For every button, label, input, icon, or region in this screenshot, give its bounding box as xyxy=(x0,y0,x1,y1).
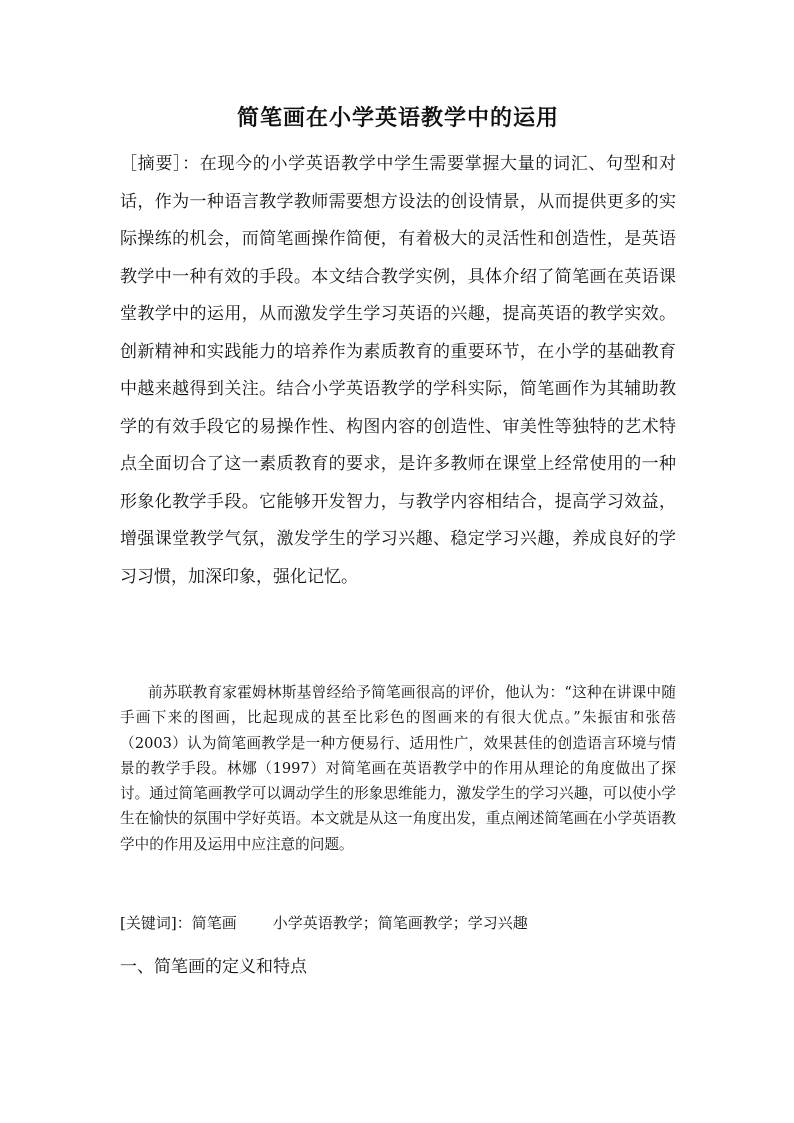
document-title: 简笔画在小学英语教学中的运用 xyxy=(236,105,559,131)
keywords-list: 小学英语教学；简笔画教学；学习兴趣 xyxy=(272,914,528,932)
body-paragraph: 前苏联教育家霍姆林斯基曾经给予简笔画很高的评价，他认为：“这种在讲课中随手画下来的图画，比起现成的甚至比彩色的图画来的有很大优点。”朱振宙和张蓓（2003）认为简笔画教学是一种方便易行、适用性广，效果甚佳的创造语言环境与情景的教学手段。林娜（1997）对简笔画在英语教学中的作用从理论的角度做出了探讨。通过简笔画教学可以调动学生的形象思维能力，激发学生的学习兴趣，可以使小学生在愉快的氛围中学好英语。本文就是从这一角度出发，重点阐述简笔画在小学英语教学中的作用及运用中应注意的问题。 xyxy=(120,684,676,853)
section-heading: 一、简笔画的定义和特点 xyxy=(120,957,307,977)
keywords-label: [关键词]：简笔画 xyxy=(120,914,237,932)
keywords-line xyxy=(120,910,676,936)
abstract-paragraph: ［摘要］：在现今的小学英语教学中学生需要掌握大量的词汇、句型和对话，作为一种语言教学教师需要想方设法的创设情景，从而提供更多的实际操练的机会，而简笔画操作简便，有着极大的灵活性和创造性，是英语教学中一种有效的手段。本文结合教学实例，具体介绍了简笔画在英语课堂教学中的运用，从而激发学生学习英语的兴趣，提高英语的教学实效。创新精神和实践能力的培养作为素质教育的重要环节，在小学的基础教育中越来越得到关注。结合小学英语教学的学科实际，简笔画作为其辅助教学的有效手段它的易操作性、构图内容的创造性、审美性等独特的艺术特点全面切合了这一素质教育的要求，是许多教师在课堂上经常使用的一种形象化教学手段。它能够开发智力，与教学内容相结合，提高学习效益，增强课堂教学气氛，激发学生的学习兴趣、稳定学习兴趣，养成良好的学习习惯，加深印象，强化记忆。 xyxy=(120,154,676,587)
